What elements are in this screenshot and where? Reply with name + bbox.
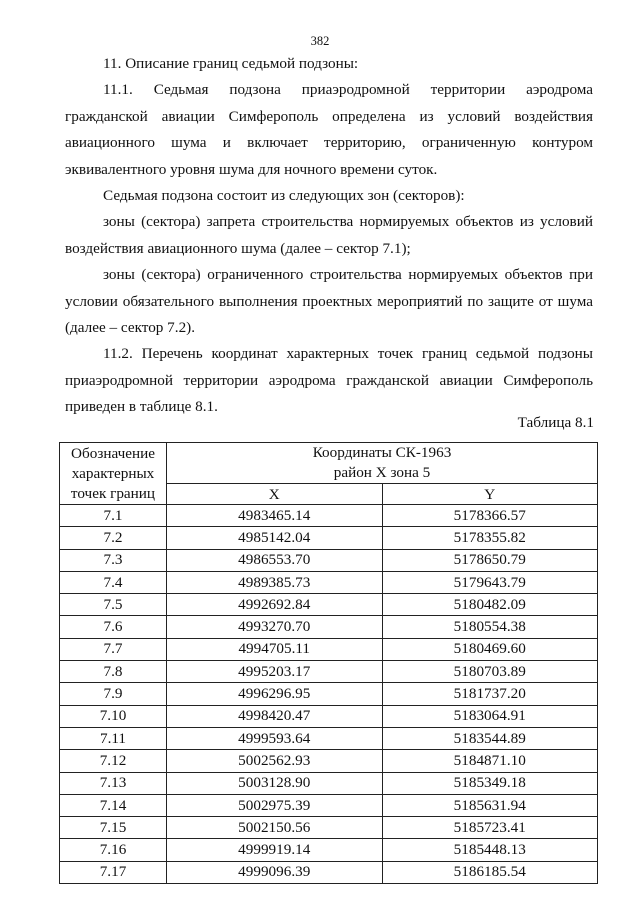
table-row bbox=[60, 683, 598, 705]
x-cell: 4999593.64 bbox=[167, 727, 383, 749]
x-cell: 5002150.56 bbox=[167, 817, 383, 839]
point-name-cell: 7.16 bbox=[60, 839, 167, 861]
y-cell: 5181737.20 bbox=[382, 683, 598, 705]
y-cell: 5185349.18 bbox=[382, 772, 598, 794]
point-name-cell: 7.14 bbox=[60, 794, 167, 816]
x-cell: 4986553.70 bbox=[167, 549, 383, 571]
table-row bbox=[60, 594, 598, 616]
table-row bbox=[60, 661, 598, 683]
paragraph-sector-7-2: зоны (сектора) ограниченного строительства нормируемых объектов при условии обязательного выполнения проектных мероприятий по защите от шума (далее – сектор 7.2). bbox=[65, 266, 593, 337]
table-row bbox=[60, 549, 598, 571]
point-name-cell: 7.3 bbox=[60, 549, 167, 571]
y-cell: 5185723.41 bbox=[382, 817, 598, 839]
y-cell: 5180703.89 bbox=[382, 661, 598, 683]
point-name-cell: 7.4 bbox=[60, 571, 167, 593]
y-cell: 5183064.91 bbox=[382, 705, 598, 727]
header-point-name-line3: точек границ bbox=[70, 484, 156, 502]
header-x: X bbox=[167, 484, 383, 505]
table-row bbox=[60, 861, 598, 883]
point-name-cell: 7.17 bbox=[60, 861, 167, 883]
point-name-cell: 7.5 bbox=[60, 594, 167, 616]
x-cell: 4983465.14 bbox=[167, 505, 383, 527]
coordinates-table bbox=[59, 442, 598, 884]
x-cell: 5002975.39 bbox=[167, 794, 383, 816]
table-row bbox=[60, 772, 598, 794]
y-cell: 5183544.89 bbox=[382, 727, 598, 749]
table-row bbox=[60, 527, 598, 549]
point-name-cell: 7.11 bbox=[60, 727, 167, 749]
table-row bbox=[60, 505, 598, 527]
point-name-cell: 7.13 bbox=[60, 772, 167, 794]
point-name-cell: 7.2 bbox=[60, 527, 167, 549]
table-body bbox=[60, 505, 598, 884]
y-cell: 5179643.79 bbox=[382, 571, 598, 593]
paragraph-11-1: 11.1. Седьмая подзона приаэродромной территории аэродрома гражданской авиации Симферополь определена из условий воздействия авиационного шума и включает территорию, ограниченную контуром эквивалентного уровня шума для ночного времени суток. bbox=[65, 81, 593, 178]
x-cell: 4999919.14 bbox=[167, 839, 383, 861]
point-name-cell: 7.8 bbox=[60, 661, 167, 683]
paragraph-sector-7-1: зоны (сектора) запрета строительства нормируемых объектов из условий воздействия авиационного шума (далее – сектор 7.1); bbox=[65, 213, 593, 257]
x-cell: 4992692.84 bbox=[167, 594, 383, 616]
page-number: 382 bbox=[310, 34, 330, 48]
point-name-cell: 7.10 bbox=[60, 705, 167, 727]
x-cell: 5003128.90 bbox=[167, 772, 383, 794]
x-cell: 4995203.17 bbox=[167, 661, 383, 683]
header-coordinates-line1: Координаты СК-1963 bbox=[312, 444, 452, 461]
y-cell: 5180482.09 bbox=[382, 594, 598, 616]
table-row bbox=[60, 571, 598, 593]
point-name-cell: 7.12 bbox=[60, 750, 167, 772]
table-row bbox=[60, 750, 598, 772]
table-row bbox=[60, 616, 598, 638]
x-cell: 4999096.39 bbox=[167, 861, 383, 883]
y-cell: 5185631.94 bbox=[382, 794, 598, 816]
section-text bbox=[65, 51, 593, 421]
x-cell: 4994705.11 bbox=[167, 638, 383, 660]
paragraph-11-2: 11.2. Перечень координат характерных точек границ седьмой подзоны приаэродромной территории аэродрома гражданской авиации Симферополь приведен в таблице 8.1. bbox=[65, 345, 593, 416]
x-cell: 4989385.73 bbox=[167, 571, 383, 593]
y-cell: 5178355.82 bbox=[382, 527, 598, 549]
y-cell: 5180469.60 bbox=[382, 638, 598, 660]
y-cell: 5178650.79 bbox=[382, 549, 598, 571]
table-row bbox=[60, 839, 598, 861]
y-cell: 5178366.57 bbox=[382, 505, 598, 527]
x-cell: 4993270.70 bbox=[167, 616, 383, 638]
table-row bbox=[60, 817, 598, 839]
x-cell: 5002562.93 bbox=[167, 750, 383, 772]
y-cell: 5184871.10 bbox=[382, 750, 598, 772]
point-name-cell: 7.6 bbox=[60, 616, 167, 638]
y-cell: 5180554.38 bbox=[382, 616, 598, 638]
header-point-name-line2: характерных bbox=[71, 464, 155, 482]
header-y: Y bbox=[382, 484, 598, 505]
x-cell: 4985142.04 bbox=[167, 527, 383, 549]
x-cell: 4996296.95 bbox=[167, 683, 383, 705]
y-cell: 5186185.54 bbox=[382, 861, 598, 883]
table-row bbox=[60, 794, 598, 816]
x-cell: 4998420.47 bbox=[167, 705, 383, 727]
table-caption: Таблица 8.1 bbox=[517, 414, 594, 431]
table-row bbox=[60, 727, 598, 749]
table-row bbox=[60, 705, 598, 727]
y-cell: 5185448.13 bbox=[382, 839, 598, 861]
table-row bbox=[60, 638, 598, 660]
section-heading: 11. Описание границ седьмой подзоны: bbox=[103, 55, 359, 72]
point-name-cell: 7.1 bbox=[60, 505, 167, 527]
header-point-name-line1: Обозначение bbox=[71, 444, 155, 462]
header-point-name bbox=[60, 443, 167, 505]
paragraph-zones-intro: Седьмая подзона состоит из следующих зон (секторов): bbox=[103, 187, 465, 205]
point-name-cell: 7.9 bbox=[60, 683, 167, 705]
point-name-cell: 7.7 bbox=[60, 638, 167, 660]
header-coordinates-line2: район Х зона 5 bbox=[333, 464, 431, 481]
header-coordinates bbox=[167, 443, 598, 484]
point-name-cell: 7.15 bbox=[60, 817, 167, 839]
